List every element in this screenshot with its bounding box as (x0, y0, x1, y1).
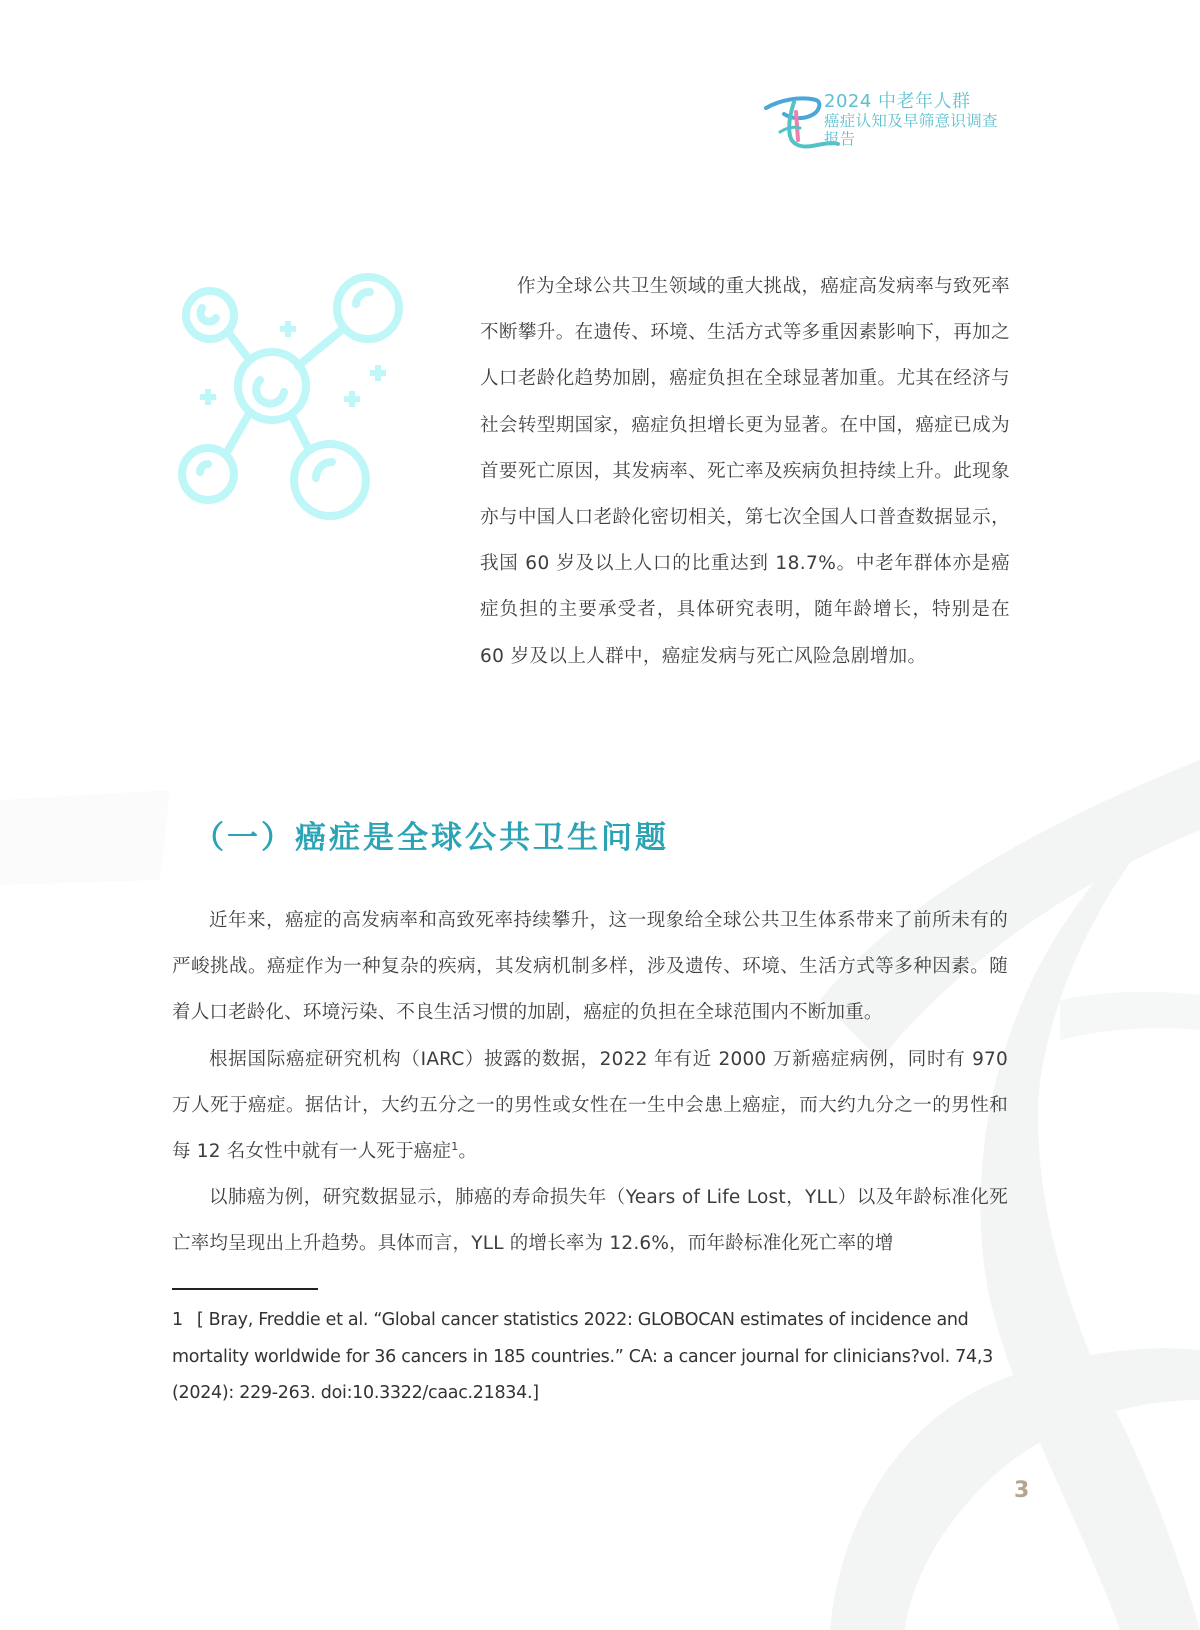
intro-paragraph: 作为全球公共卫生领域的重大挑战，癌症高发病率与致死率不断攀升。在遗传、环境、生活方式等多重因素影响下，再加之人口老龄化趋势加剧，癌症负担在全球显著加重。尤其在经济与社会转型期国家，癌症负担增长更为显著。在中国，癌症已成为首要死亡原因，其发病率、死亡率及疾病负担持续上升。此现象亦与中国人口老龄化密切相关，第七次全国人口普查数据显示，我国 60 岁及以上人口的比重达到 18.7%。中老年群体亦是癌症负担的主要承受者，具体研究表明，随年龄增长，特别是在 60 岁及以上人群中，癌症发病与死亡风险急剧增加。 (480, 276, 1010, 667)
body-paragraph-2-text: 根据国际癌症研究机构（IARC）披露的数据，2022 年有近 2000 万新癌症病例，同时有 970 万人死于癌症。据估计，大约五分之一的男性或女性在一生中会患上癌症，而大约九分之一的男性和每 12 名女性中就有一人死于癌症 (172, 1048, 1008, 1163)
footnote-number: 1 (172, 1310, 183, 1330)
molecule-icon (168, 268, 420, 530)
body-paragraph-3: 以肺癌为例，研究数据显示，肺癌的寿命损失年（Years of Life Lost，YLL）以及年龄标准化死亡率均呈现出上升趋势。具体而言，YLL 的增长率为 12.6%，而年龄标准化死亡率的增 (172, 1187, 1008, 1255)
page-number: 3 (1014, 1478, 1030, 1503)
body-paragraph-1: 近年来，癌症的高发病率和高致死率持续攀升，这一现象给全球公共卫生体系带来了前所未有的严峻挑战。癌症作为一种复杂的疾病，其发病机制多样，涉及遗传、环境、生活方式等多种因素。随着人口老龄化、环境污染、不良生活习惯的加剧，癌症的负担在全球范围内不断加重。 (172, 910, 1008, 1024)
logo-title-line2: 癌症认知及早筛意识调查报告 (824, 111, 998, 148)
footnote-divider (172, 1288, 318, 1290)
intro-section (480, 264, 1010, 680)
body-paragraph-2 (172, 1037, 1008, 1176)
footnote (172, 1302, 1008, 1412)
footnote-text: [ Bray, Freddie et al. “Global cancer statistics 2022: GLOBOCAN estimates of incidence and mortality worldwide for 36 cancers in 185 countries.” CA: a cancer journal for clinicians?vol. 74,3 (2024): 229-263. doi:10.3322/caac.21834.] (172, 1310, 993, 1403)
footnote-reference[interactable]: 1 (451, 1139, 459, 1153)
section-body (172, 898, 1008, 1268)
report-logo (760, 88, 1010, 154)
body-paragraph-2-end: 。 (458, 1141, 478, 1163)
logo-title-line1: 2024 中老年人群 (824, 91, 971, 112)
section-heading: （一）癌症是全球公共卫生问题 (193, 820, 669, 856)
